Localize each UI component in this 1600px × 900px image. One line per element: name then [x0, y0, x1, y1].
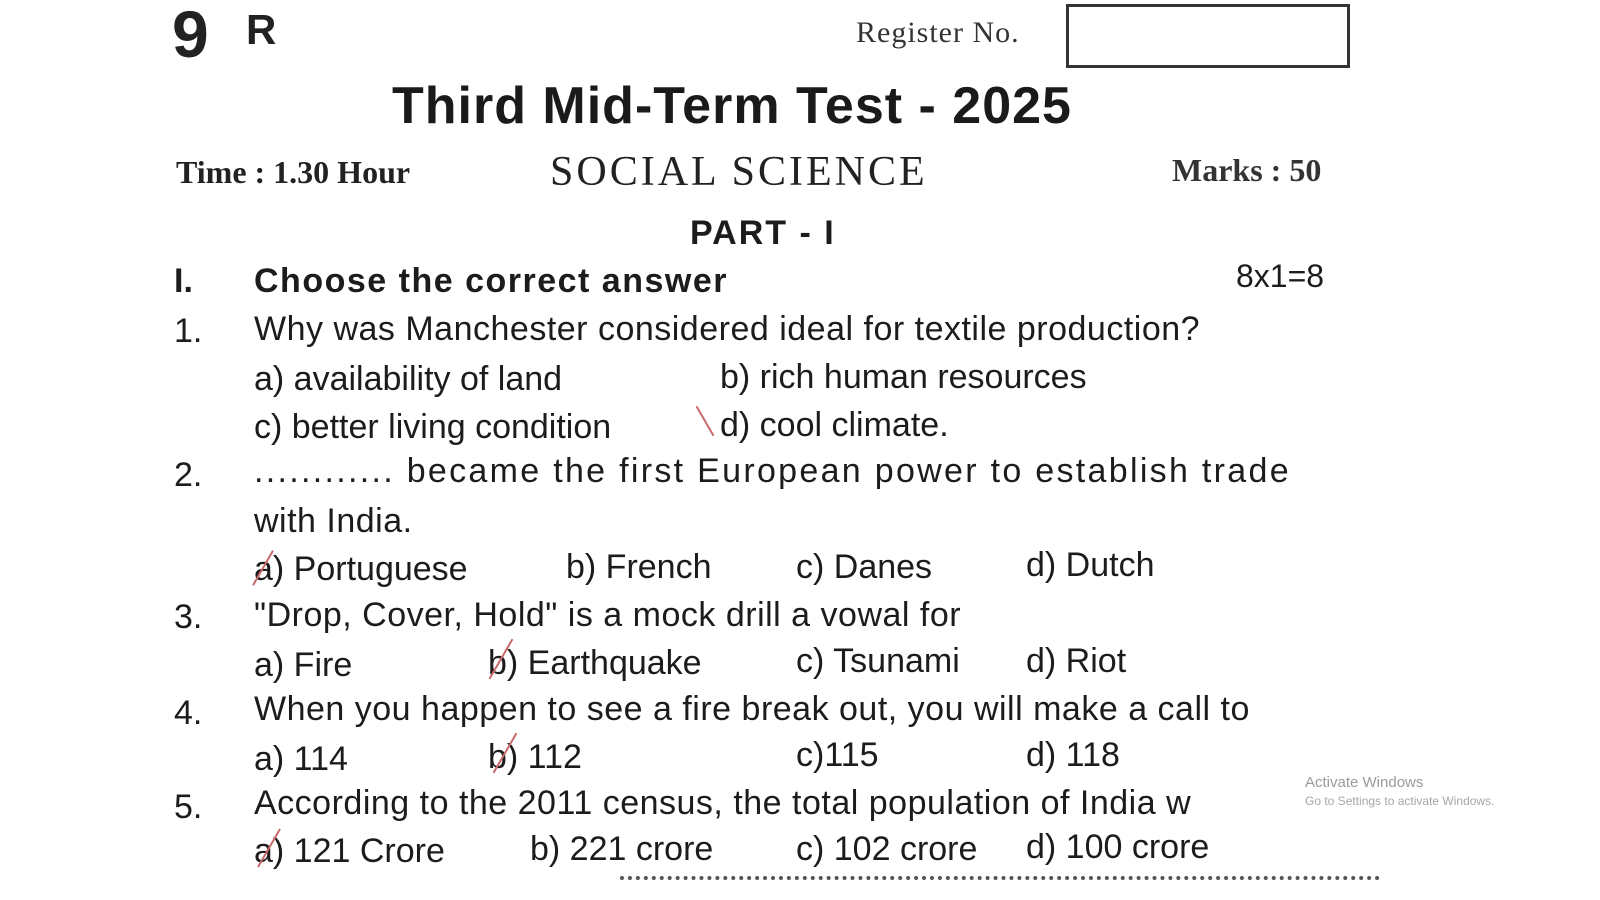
option-a: a) Portuguese [254, 550, 468, 588]
exam-title: Third Mid-Term Test - 2025 [392, 77, 1072, 135]
option-b: b) French [566, 548, 712, 586]
option-d: d) 100 crore [1026, 828, 1210, 866]
option-c: c) Danes [796, 548, 933, 586]
option-d: d) Dutch [1026, 546, 1155, 584]
option-c: c) Tsunami [796, 642, 960, 680]
question-text: Why was Manchester considered ideal for textile production? [254, 310, 1201, 348]
option-d: d) cool climate. [720, 406, 949, 444]
exam-marks: Marks : 50 [1172, 152, 1322, 188]
option-b: b) 221 crore [530, 830, 714, 868]
option-a: a) 114 [254, 740, 348, 778]
register-number-label: Register No. [856, 16, 1020, 49]
stream-letter: R [246, 6, 277, 53]
question-number: 5. [174, 788, 203, 826]
option-b: b) Earthquake [488, 644, 702, 682]
question-text: ............ became the first European power to establish trade [254, 452, 1291, 490]
option-d: d) Riot [1026, 642, 1127, 680]
question-text: When you happen to see a fire break out, you will make a call to [254, 690, 1250, 728]
option-c: c) better living condition [254, 408, 612, 446]
register-number-box [1066, 4, 1350, 68]
marks-scheme: 8x1=8 [1236, 258, 1325, 294]
exam-subject: SOCIAL SCIENCE [550, 149, 928, 195]
grade-number: 9 [172, 0, 209, 71]
cutoff-text-fragment [620, 876, 1380, 892]
option-b: b) rich human resources [720, 358, 1087, 396]
answer-tick-mark [696, 406, 715, 436]
section-instruction: Choose the correct answer [254, 262, 728, 300]
question-text-continued: with India. [254, 502, 413, 540]
option-a: a) 121 Crore [254, 832, 445, 870]
option-d: d) 118 [1026, 736, 1120, 774]
option-a: a) Fire [254, 646, 353, 684]
section-number: I. [174, 262, 193, 300]
option-a: a) availability of land [254, 360, 563, 398]
question-text: According to the 2011 census, the total population of India w [254, 784, 1192, 822]
question-number: 2. [174, 456, 203, 494]
option-c: c) 102 crore [796, 830, 978, 868]
activate-windows-watermark: Activate Windows [1305, 774, 1424, 791]
part-heading: PART - I [690, 214, 836, 252]
exam-time: Time : 1.30 Hour [176, 154, 411, 190]
option-c: c)115 [796, 736, 879, 774]
question-number: 4. [174, 694, 203, 732]
option-b: b) 112 [488, 738, 582, 776]
question-text: "Drop, Cover, Hold" is a mock drill a vowal for [254, 596, 962, 634]
activate-windows-hint: Go to Settings to activate Windows. [1305, 794, 1495, 808]
question-number: 3. [174, 598, 203, 636]
question-number: 1. [174, 312, 203, 350]
